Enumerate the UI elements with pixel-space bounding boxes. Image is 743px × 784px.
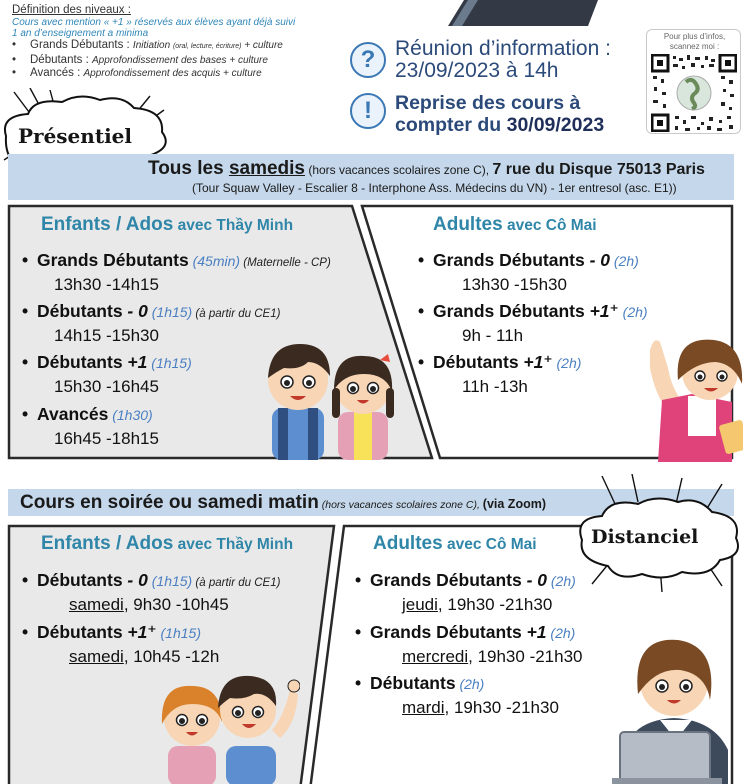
course-item: [22, 404, 159, 449]
course-duration: (1h15): [147, 304, 193, 320]
course-level: +1: [122, 352, 148, 372]
course-hours: , 9h30 -10h45: [123, 595, 229, 614]
qr-label-line1: Pour plus d’infos,: [663, 32, 726, 41]
banner-holidays-note: (hors vacances scolaires zone C),: [305, 163, 493, 177]
course-item: [22, 250, 331, 295]
course-time: [355, 595, 576, 615]
presentiel-banner-main: [148, 158, 705, 180]
banner-main: Cours en soirée ou samedi matin: [20, 492, 319, 513]
course-duration: (2h): [552, 355, 582, 371]
panel-title-main: Adultes: [373, 533, 443, 554]
banner-zoom: (via Zoom): [482, 497, 546, 511]
course-name-line: • Grands Débutants (45min) (Maternelle - CP): [22, 250, 331, 270]
distanciel-kids-title: [41, 533, 293, 555]
course-name: Grands Débutants: [433, 250, 585, 270]
course-time: 11h -13h: [462, 377, 528, 396]
definitions-title: Définition des niveaux :: [12, 4, 131, 16]
bullet: •: [12, 39, 17, 51]
course-time: 14h15 -15h30: [54, 326, 159, 345]
course-name: Débutants: [37, 570, 123, 590]
bullet: •: [12, 67, 17, 79]
panel-teacher: avec Thầy Minh: [173, 217, 294, 234]
banner-samedis: samedis: [228, 158, 305, 179]
course-day: jeudi: [402, 595, 438, 614]
course-duration: (2h): [546, 625, 576, 641]
course-name-line: • Avancés (1h30): [22, 404, 153, 424]
course-duration: (2h): [610, 253, 639, 269]
course-time: 13h30 -14h15: [54, 275, 159, 294]
course-time: 13h30 -15h30: [462, 275, 567, 294]
course-name: Avancés: [37, 404, 109, 424]
level-definitions: [12, 4, 352, 81]
qr-label-line2: scannez moi :: [669, 41, 720, 51]
course-name: Grands Débutants: [370, 622, 522, 642]
top-decoration: [448, 0, 598, 26]
course-item: [355, 673, 559, 718]
course-duration: (1h15): [147, 573, 193, 589]
course-note: (Maternelle - CP): [240, 257, 331, 269]
course-name: Grands Débutants: [370, 570, 522, 590]
distanciel-label: Distanciel: [591, 526, 699, 548]
kids-online-illustration: [160, 650, 300, 784]
panel-teacher: avec Cô Mai: [502, 217, 597, 234]
course-name-line: • Débutants (2h): [355, 673, 485, 693]
definition-desc: Approfondissement des bases + culture: [92, 54, 268, 66]
course-level: - 0: [122, 301, 148, 321]
course-name: Débutants: [37, 622, 123, 642]
resume-prefix: compter du: [395, 114, 507, 136]
question-icon: ?: [350, 42, 386, 78]
course-item: [22, 352, 192, 397]
distanciel-adults-title: [373, 533, 537, 555]
teacher-online-illustration: [612, 620, 743, 784]
definition-name: Grands Débutants :: [30, 39, 133, 51]
course-duration: (2h): [455, 676, 485, 692]
course-name: Débutants: [370, 673, 456, 693]
course-item: [22, 570, 280, 615]
course-level: +1: [521, 622, 547, 642]
definition-desc: Initiation: [132, 40, 173, 51]
definition-item: [12, 39, 352, 54]
course-duration: (2h): [618, 304, 648, 320]
panel-title-main: Enfants / Ados: [41, 214, 174, 235]
course-name: Grands Débutants: [433, 301, 585, 321]
course-note: (à partir du CE1): [192, 577, 281, 589]
course-time: 9h - 11h: [462, 326, 524, 345]
course-duration: (1h30): [108, 407, 153, 423]
course-name-line: • Grands Débutants +1⁺ (2h): [418, 301, 648, 321]
course-duration: (1h15): [156, 625, 201, 641]
course-name-line: • Grands Débutants +1 (2h): [355, 622, 576, 642]
definition-name: Débutants :: [30, 53, 93, 66]
bullet: •: [12, 53, 17, 66]
presentiel-banner-access: (Tour Squaw Valley - Escalier 8 - Interphone Ass. Médecins du VN) - 1er entresol (asc. E1)): [192, 181, 677, 195]
course-time: [22, 595, 280, 615]
course-level: +1⁺: [122, 622, 157, 642]
course-name-line: • Débutants +1 (1h15): [22, 352, 192, 372]
panel-title-main: Enfants / Ados: [41, 533, 174, 554]
panel-teacher: avec Thầy Minh: [173, 536, 294, 553]
course-name-line: • Grands Débutants - 0 (2h): [355, 570, 576, 590]
distanciel-banner-main: [20, 492, 546, 514]
course-item: [355, 570, 576, 615]
course-time: 16h45 -18h15: [54, 429, 159, 448]
course-name-line: • Débutants +1⁺ (2h): [418, 352, 582, 372]
definition-name: Avancés :: [30, 67, 84, 79]
course-name-line: • Débutants - 0 (1h15) (à partir du CE1): [22, 301, 281, 321]
banner-address: 7 rue du Disque 75013 Paris: [492, 161, 705, 178]
qr-code-card[interactable]: [646, 29, 741, 134]
resume-title: Reprise des cours à: [395, 92, 581, 114]
course-name: Débutants: [37, 301, 123, 321]
meeting-info: [395, 38, 611, 82]
course-hours: , 19h30 -21h30: [468, 647, 583, 666]
course-item: [418, 301, 648, 346]
course-level: - 0: [584, 250, 610, 270]
course-duration: (2h): [547, 573, 576, 589]
definition-item: [12, 67, 352, 81]
banner-prefix: Tous les: [148, 158, 229, 179]
course-note: (à partir du CE1): [192, 308, 281, 320]
course-time: [355, 647, 583, 667]
banner-holidays-note: (hors vacances scolaires zone C),: [318, 499, 483, 511]
course-name: Grands Débutants: [37, 250, 189, 270]
course-item: [355, 622, 583, 667]
course-name-line: • Grands Débutants - 0 (2h): [418, 250, 639, 270]
meeting-date: 23/09/2023 à 14h: [395, 59, 559, 82]
presentiel-kids-title: [41, 214, 293, 236]
course-hours: , 19h30 -21h30: [444, 698, 559, 717]
course-name-line: • Débutants - 0 (1h15) (à partir du CE1): [22, 570, 281, 590]
resume-date: 30/09/2023: [506, 114, 605, 136]
course-name-line: • Débutants +1⁺ (1h15): [22, 622, 201, 642]
course-item: [418, 352, 581, 397]
qr-code-icon: [651, 54, 737, 132]
course-day: mercredi: [402, 647, 469, 666]
course-day: samedi: [69, 595, 124, 614]
course-item: [22, 301, 280, 346]
resume-info: [395, 92, 604, 136]
exclamation-icon: !: [350, 93, 386, 129]
teacher-illustration: [642, 330, 743, 462]
presentiel-label: Présentiel: [18, 124, 132, 148]
definition-desc: Approfondissement des acquis + culture: [83, 68, 262, 79]
course-item: [418, 250, 639, 295]
course-time: [355, 698, 559, 718]
definitions-note: [12, 17, 352, 39]
presentiel-adults-title: [433, 214, 597, 236]
course-duration: (1h15): [147, 355, 192, 371]
course-time: 15h30 -16h45: [54, 377, 159, 396]
course-day: mardi: [402, 698, 445, 717]
course-day: samedi: [69, 647, 124, 666]
definition-item: [12, 54, 352, 68]
course-name: Débutants: [433, 352, 519, 372]
course-duration: (45min): [188, 253, 241, 269]
resume-date-line: [395, 114, 604, 136]
course-hours: , 10h45 -12h: [123, 647, 220, 666]
definition-desc-small: (oral, lecture, écriture): [172, 43, 242, 50]
course-level: - 0: [521, 570, 547, 590]
course-level: +1⁺: [584, 301, 619, 321]
definition-desc-tail: + culture: [241, 40, 283, 51]
meeting-title: Réunion d’information :: [395, 37, 611, 60]
panel-teacher: avec Cô Mai: [442, 536, 537, 553]
definitions-list: [12, 39, 352, 81]
kids-illustration: [262, 330, 402, 460]
qr-label: [647, 32, 742, 51]
course-level: - 0: [122, 570, 148, 590]
definitions-note-line2: 1 an d’enseignement a minima: [12, 28, 149, 39]
course-level: +1⁺: [518, 352, 553, 372]
course-name: Débutants: [37, 352, 123, 372]
definitions-note-line1: Cours avec mention « +1 » réservés aux élèves ayant déjà suivi: [12, 17, 296, 28]
course-hours: , 19h30 -21h30: [437, 595, 553, 614]
panel-title-main: Adultes: [433, 214, 503, 235]
